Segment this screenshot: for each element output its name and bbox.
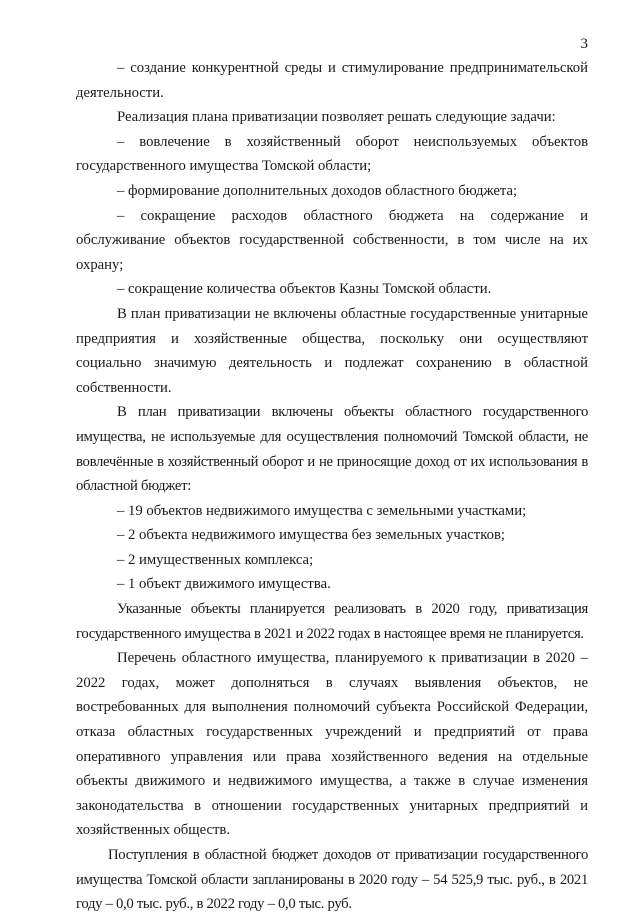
- paragraph-included-objects: В план приватизации включены объекты областного государственного имущества, не используемые для осуществления полномочий Томской области, не вовлечённые в хозяйственный оборот и не приносящие доход от их использования в областной бюджет:: [76, 404, 588, 495]
- list-item-property-complexes: – 2 имущественных комплекса;: [117, 551, 314, 568]
- paragraph-competition: – создание конкурентной среды и стимулирование предпринимательской деятельности.: [76, 60, 588, 101]
- document-body: [76, 56, 588, 917]
- list-item-expense-reduction: – сокращение расходов областного бюджета на содержание и обслуживание объектов государственной собственности, в том числе на их охрану;: [76, 207, 588, 273]
- paragraph-not-included: В план приватизации не включены областные государственные унитарные предприятия и хозяйственные общества, поскольку они осуществляют социально значимую деятельность и подлежат сохранению в областной собственности.: [76, 305, 588, 396]
- list-item-treasury-reduction: – сокращение количества объектов Казны Томской области.: [117, 281, 492, 298]
- paragraph-property-list: Перечень областного имущества, планируемого к приватизации в 2020 – 2022 годах, может дополняться в случаях выявления объектов, не востребованных для выполнения полномочий субъекта Российской Федерации, отказа областных государственных учреждений и предприятий от права оперативного управления или права хозяйственного ведения на отдельные объекты движимого и недвижимого имущества, а также в случае изменения законодательства в отношении государственных унитарных предприятий и хозяйственных обществ.: [76, 650, 588, 839]
- paragraph-budget-revenue: Поступления в областной бюджет доходов от приватизации государственного имущества Томской области запланированы в 2020 году – 54 525,9 тыс. руб., в 2021 году – 0,0 тыс. руб., в 2022 году – 0,0 тыс. руб.: [76, 847, 588, 913]
- paragraph-sale-plan: Указанные объекты планируется реализовать в 2020 году, приватизация государственного имущества в 2021 и 2022 годах в настоящее время не планируется.: [76, 601, 588, 642]
- list-item-real-estate-without-land: – 2 объекта недвижимого имущества без земельных участков;: [117, 527, 505, 544]
- paragraph-tasks-intro: Реализация плана приватизации позволяет решать следующие задачи:: [117, 109, 556, 126]
- page-number: 3: [580, 36, 588, 52]
- list-item-movable-property: – 1 объект движимого имущества.: [117, 576, 331, 593]
- list-item-involvement: – вовлечение в хозяйственный оборот неиспользуемых объектов государственного имущества Томской области;: [76, 133, 588, 175]
- list-item-additional-income: – формирование дополнительных доходов областного бюджета;: [117, 182, 518, 199]
- list-item-real-estate-with-land: – 19 объектов недвижимого имущества с земельными участками;: [117, 502, 527, 519]
